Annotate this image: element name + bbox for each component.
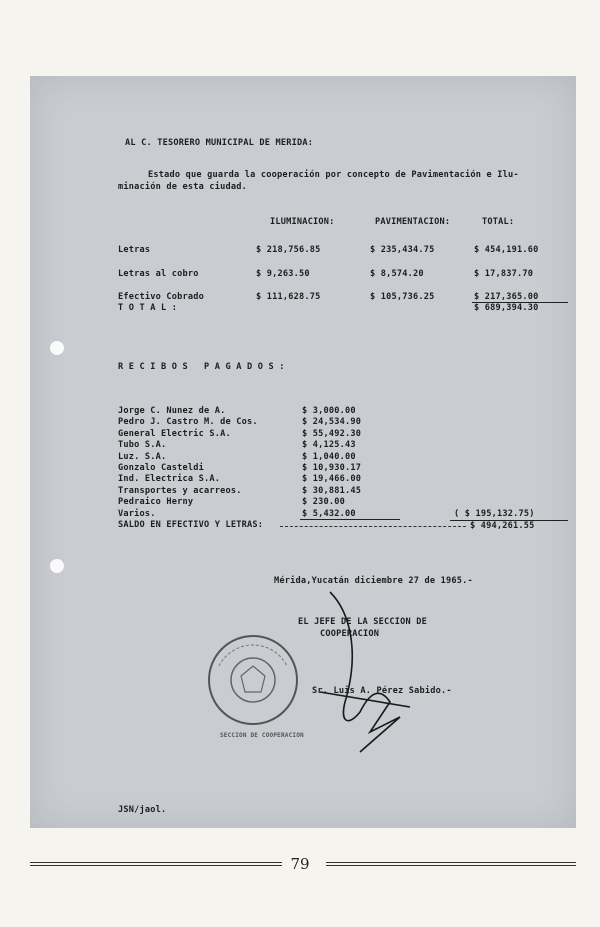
row-label: Efectivo Cobrado <box>118 292 204 302</box>
receipts-heading: R E C I B O S P A G A D O S : <box>118 362 285 372</box>
list-item: Luz. S.A. <box>118 452 167 462</box>
row-total: $ 454,191.60 <box>474 245 539 255</box>
signer-name: Sr. Luis A. Pérez Sabido.- <box>312 686 452 696</box>
row-label: Letras al cobro <box>118 269 199 279</box>
row-pav: $ 235,434.75 <box>370 245 435 255</box>
intro-line-2: minación de esta ciudad. <box>118 182 247 192</box>
balance-value: $ 494,261.55 <box>470 521 535 531</box>
list-item-amount: $ 24,534.90 <box>302 417 362 427</box>
punch-hole-top <box>50 341 64 355</box>
list-item-amount: $ 5,432.00 <box>302 509 356 519</box>
list-item: General Electric S.A. <box>118 429 231 439</box>
stamp-caption: SECCION DE COOPERACION <box>220 732 304 739</box>
page-number: 79 <box>290 855 310 873</box>
list-item: Ind. Electrica S.A. <box>118 474 221 484</box>
list-item-amount: $ 10,930.17 <box>302 463 362 473</box>
receipts-subtotal: ( $ 195,132.75) <box>454 509 535 519</box>
reference-initials: JSN/jaol. <box>118 805 167 815</box>
row-ilum: $ 218,756.85 <box>256 245 321 255</box>
list-item-amount: $ 55,492.30 <box>302 429 362 439</box>
list-item-amount: $ 3,000.00 <box>302 406 356 416</box>
list-item: Tubo S.A. <box>118 440 167 450</box>
list-item: Varios. <box>118 509 156 519</box>
total-value: $ 689,394.30 <box>474 303 539 313</box>
receipts-subtotal-rule <box>300 519 400 520</box>
balance-leader-dashes <box>280 526 466 527</box>
header-pavimentacion: PAVIMENTACION: <box>375 217 451 227</box>
document-sheet <box>30 76 576 828</box>
row-total: $ 217,365.00 <box>474 292 539 302</box>
row-pav: $ 8,574.20 <box>370 269 424 279</box>
signature-scribble <box>300 592 420 762</box>
total-label: T O T A L : <box>118 303 178 313</box>
balance-label: SALDO EN EFECTIVO Y LETRAS: <box>118 520 264 530</box>
list-item: Pedraico Herny <box>118 497 194 507</box>
list-item-amount: $ 230.00 <box>302 497 345 507</box>
list-item: Pedro J. Castro M. de Cos. <box>118 417 258 427</box>
list-item: Transportes y acarreos. <box>118 486 242 496</box>
row-ilum: $ 111,628.75 <box>256 292 321 302</box>
row-total: $ 17,837.70 <box>474 269 534 279</box>
row-pav: $ 105,736.25 <box>370 292 435 302</box>
row-label: Letras <box>118 245 151 255</box>
date-line: Mérida,Yucatán diciembre 27 de 1965.- <box>274 576 473 586</box>
header-total: TOTAL: <box>482 217 515 227</box>
header-iluminacion: ILUMINACION: <box>270 217 335 227</box>
list-item-amount: $ 19,466.00 <box>302 474 362 484</box>
list-item: Jorge C. Nunez de A. <box>118 406 226 416</box>
intro-line-1: Estado que guarda la cooperación por concepto de Pavimentación e Ilu- <box>148 170 519 180</box>
row-ilum: $ 9,263.50 <box>256 269 310 279</box>
signer-title-1: EL JEFE DE LA SECCION DE <box>298 617 427 627</box>
list-item-amount: $ 1,040.00 <box>302 452 356 462</box>
punch-hole-bottom <box>50 559 64 573</box>
list-item: Gonzalo Casteldi <box>118 463 204 473</box>
addressee: AL C. TESORERO MUNICIPAL DE MERIDA: <box>125 138 314 148</box>
list-item-amount: $ 30,881.45 <box>302 486 362 496</box>
official-stamp <box>205 632 301 728</box>
list-item-amount: $ 4,125.43 <box>302 440 356 450</box>
signer-title-2: COOPERACION <box>320 629 380 639</box>
